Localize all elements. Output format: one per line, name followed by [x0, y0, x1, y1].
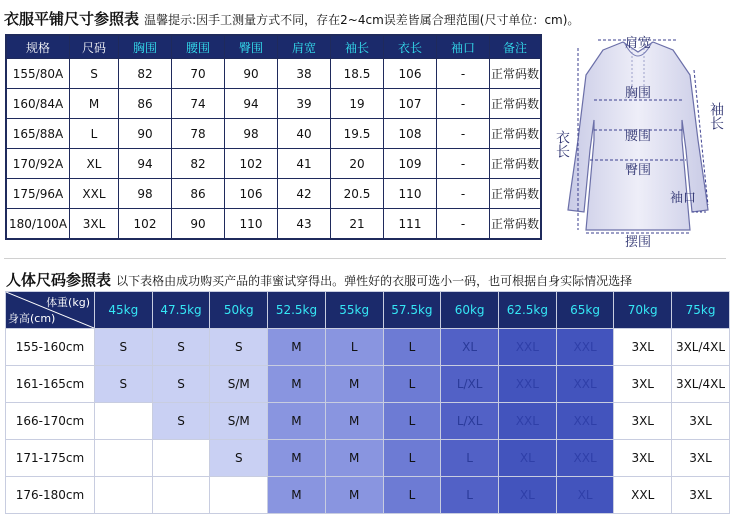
table-cell: 175/96A	[6, 179, 70, 209]
size-cell: M	[268, 403, 326, 440]
table-cell: 正常码数	[490, 119, 542, 149]
weight-header: 45kg	[95, 292, 153, 329]
size-cell: S	[95, 366, 153, 403]
col-chest: 胸围	[119, 35, 172, 59]
table-cell: 107	[384, 89, 437, 119]
size-cell: XL	[498, 477, 556, 514]
table-cell: XL	[70, 149, 119, 179]
size-cell	[95, 403, 153, 440]
weight-header: 70kg	[614, 292, 672, 329]
size-cell: M	[268, 329, 326, 366]
table-cell: 19.5	[331, 119, 384, 149]
corner-height-label: 身高(cm)	[8, 312, 56, 325]
col-shoulder: 肩宽	[278, 35, 331, 59]
table-cell: 109	[384, 149, 437, 179]
table-row	[6, 89, 541, 119]
table-cell: -	[437, 149, 490, 179]
table-cell: 86	[119, 89, 172, 119]
table-cell: 98	[225, 119, 278, 149]
size-cell: M	[325, 403, 383, 440]
col-size: 尺码	[70, 35, 119, 59]
table-row	[6, 329, 730, 366]
table-cell: 正常码数	[490, 209, 542, 240]
size-cell: XL	[498, 440, 556, 477]
col-spec: 规格	[6, 35, 70, 59]
weight-header: 47.5kg	[152, 292, 210, 329]
table-cell: 正常码数	[490, 149, 542, 179]
table-cell: 82	[172, 149, 225, 179]
size-cell: XXL	[498, 329, 556, 366]
size-cell: S	[152, 403, 210, 440]
size-cell: L	[383, 403, 441, 440]
size-cell	[152, 440, 210, 477]
height-cell: 171-175cm	[6, 440, 95, 477]
height-cell: 166-170cm	[6, 403, 95, 440]
size-cell: XXL	[556, 440, 614, 477]
table-cell: 94	[119, 149, 172, 179]
size-cell: XXL	[614, 477, 672, 514]
size-cell: XL	[556, 477, 614, 514]
weight-header: 52.5kg	[268, 292, 326, 329]
weight-header: 62.5kg	[498, 292, 556, 329]
size-cell: XXL	[556, 366, 614, 403]
size-cell: 3XL	[614, 329, 672, 366]
table-cell: 19	[331, 89, 384, 119]
col-length: 衣长	[384, 35, 437, 59]
table-cell: -	[437, 119, 490, 149]
size-cell: S	[95, 329, 153, 366]
size-cell: M	[268, 477, 326, 514]
weight-header: 60kg	[441, 292, 499, 329]
height-cell: 161-165cm	[6, 366, 95, 403]
height-cell: 176-180cm	[6, 477, 95, 514]
corner-cell	[6, 292, 95, 329]
size-cell: 3XL	[614, 366, 672, 403]
table-cell: 180/100A	[6, 209, 70, 240]
size-cell: S	[152, 366, 210, 403]
table-cell: 90	[225, 59, 278, 89]
table-cell: 111	[384, 209, 437, 240]
table-row	[6, 179, 541, 209]
table-cell: 106	[384, 59, 437, 89]
label-chest: 胸围	[624, 86, 652, 101]
size-cell: XXL	[556, 329, 614, 366]
size-cell: S	[210, 329, 268, 366]
table-cell: -	[437, 89, 490, 119]
size-cell: XXL	[498, 366, 556, 403]
table-cell: 160/84A	[6, 89, 70, 119]
size-cell: L	[383, 477, 441, 514]
height-cell: 155-160cm	[6, 329, 95, 366]
table-row	[6, 59, 541, 89]
label-sleeve: 袖长	[708, 102, 724, 130]
size-cell	[95, 440, 153, 477]
col-cuff: 袖口	[437, 35, 490, 59]
col-remark: 备注	[490, 35, 542, 59]
table-cell: 90	[119, 119, 172, 149]
table-cell: 110	[225, 209, 278, 240]
table-cell: 39	[278, 89, 331, 119]
table-cell: M	[70, 89, 119, 119]
table-cell: 正常码数	[490, 89, 542, 119]
size-cell: 3XL	[672, 440, 730, 477]
table-cell: S	[70, 59, 119, 89]
table-cell: 106	[225, 179, 278, 209]
size-cell: L	[441, 440, 499, 477]
weight-header: 65kg	[556, 292, 614, 329]
table-cell: L	[70, 119, 119, 149]
size-cell: L	[325, 329, 383, 366]
table-row	[6, 440, 730, 477]
size-cell: 3XL	[672, 477, 730, 514]
table-cell: 155/80A	[6, 59, 70, 89]
top-header	[4, 8, 579, 30]
weight-header: 57.5kg	[383, 292, 441, 329]
weight-header: 55kg	[325, 292, 383, 329]
size-cell: S/M	[210, 403, 268, 440]
table-cell: 正常码数	[490, 59, 542, 89]
size-cell: 3XL	[614, 440, 672, 477]
size-cell: S	[210, 440, 268, 477]
size-cell: L	[383, 366, 441, 403]
size-cell: L	[383, 440, 441, 477]
size-cell: S	[152, 329, 210, 366]
table-row	[6, 366, 730, 403]
table-cell: 102	[225, 149, 278, 179]
bottom-header	[6, 269, 632, 289]
size-cell: L	[383, 329, 441, 366]
label-shoulder: 肩宽	[624, 36, 652, 51]
table-row	[6, 477, 730, 514]
weight-header: 75kg	[672, 292, 730, 329]
size-cell: 3XL	[614, 403, 672, 440]
size-cell: XXL	[556, 403, 614, 440]
garment-diagram	[548, 30, 728, 252]
table-cell: 40	[278, 119, 331, 149]
garment-size-table	[5, 34, 542, 240]
table-cell: 110	[384, 179, 437, 209]
top-note: 温馨提示:因手工测量方式不同，存在2~4cm误差皆属合理范围(尺寸单位：cm)。	[144, 13, 580, 27]
weight-header: 50kg	[210, 292, 268, 329]
size-cell: L/XL	[441, 403, 499, 440]
bottom-title: 人体尺码参照表	[6, 271, 112, 289]
size-cell: 3XL/4XL	[672, 329, 730, 366]
table-cell: 102	[119, 209, 172, 240]
table-cell: 74	[172, 89, 225, 119]
size-cell: M	[325, 366, 383, 403]
dress-illustration	[548, 30, 728, 252]
table-cell: 43	[278, 209, 331, 240]
body-size-table	[5, 291, 730, 514]
table-cell: -	[437, 209, 490, 240]
label-hip: 臀围	[624, 163, 652, 178]
size-cell: S/M	[210, 366, 268, 403]
table-row	[6, 149, 541, 179]
top-title: 衣服平铺尺寸参照表	[4, 10, 140, 28]
size-cell: M	[268, 440, 326, 477]
garment-size-header-row	[6, 35, 541, 59]
table-cell: -	[437, 179, 490, 209]
table-cell: 21	[331, 209, 384, 240]
size-cell: M	[325, 440, 383, 477]
table-cell: 90	[172, 209, 225, 240]
table-cell: 86	[172, 179, 225, 209]
table-cell: 108	[384, 119, 437, 149]
table-row	[6, 209, 541, 240]
col-waist: 腰围	[172, 35, 225, 59]
table-cell: 20.5	[331, 179, 384, 209]
size-cell: L	[441, 477, 499, 514]
label-waist: 腰围	[624, 129, 652, 144]
size-cell	[95, 477, 153, 514]
label-hem: 摆围	[624, 235, 652, 250]
size-cell: L/XL	[441, 366, 499, 403]
table-cell: 42	[278, 179, 331, 209]
table-cell: 41	[278, 149, 331, 179]
size-cell	[210, 477, 268, 514]
size-cell: 3XL	[672, 403, 730, 440]
table-cell: 78	[172, 119, 225, 149]
table-cell: 20	[331, 149, 384, 179]
table-cell: 正常码数	[490, 179, 542, 209]
table-row	[6, 403, 730, 440]
section-divider	[4, 258, 726, 259]
corner-weight-label: 体重(kg)	[46, 296, 90, 309]
table-cell: -	[437, 59, 490, 89]
label-cuff: 袖口	[670, 191, 697, 206]
label-length: 衣长	[554, 130, 570, 158]
size-cell: 3XL/4XL	[672, 366, 730, 403]
table-cell: 170/92A	[6, 149, 70, 179]
table-cell: 98	[119, 179, 172, 209]
size-cell: M	[325, 477, 383, 514]
table-cell: 82	[119, 59, 172, 89]
size-cell: M	[268, 366, 326, 403]
size-cell	[152, 477, 210, 514]
table-cell: 3XL	[70, 209, 119, 240]
table-cell: 38	[278, 59, 331, 89]
size-cell: XL	[441, 329, 499, 366]
table-cell: 165/88A	[6, 119, 70, 149]
bottom-note: 以下表格由成功购买产品的菲蜜试穿得出。弹性好的衣服可选小一码，也可根据自身实际情况选择	[116, 274, 633, 288]
col-sleeve: 袖长	[331, 35, 384, 59]
table-cell: 70	[172, 59, 225, 89]
table-cell: XXL	[70, 179, 119, 209]
col-hip: 臀围	[225, 35, 278, 59]
table-cell: 94	[225, 89, 278, 119]
body-size-header-row	[6, 292, 730, 329]
size-cell: XXL	[498, 403, 556, 440]
table-cell: 18.5	[331, 59, 384, 89]
table-row	[6, 119, 541, 149]
